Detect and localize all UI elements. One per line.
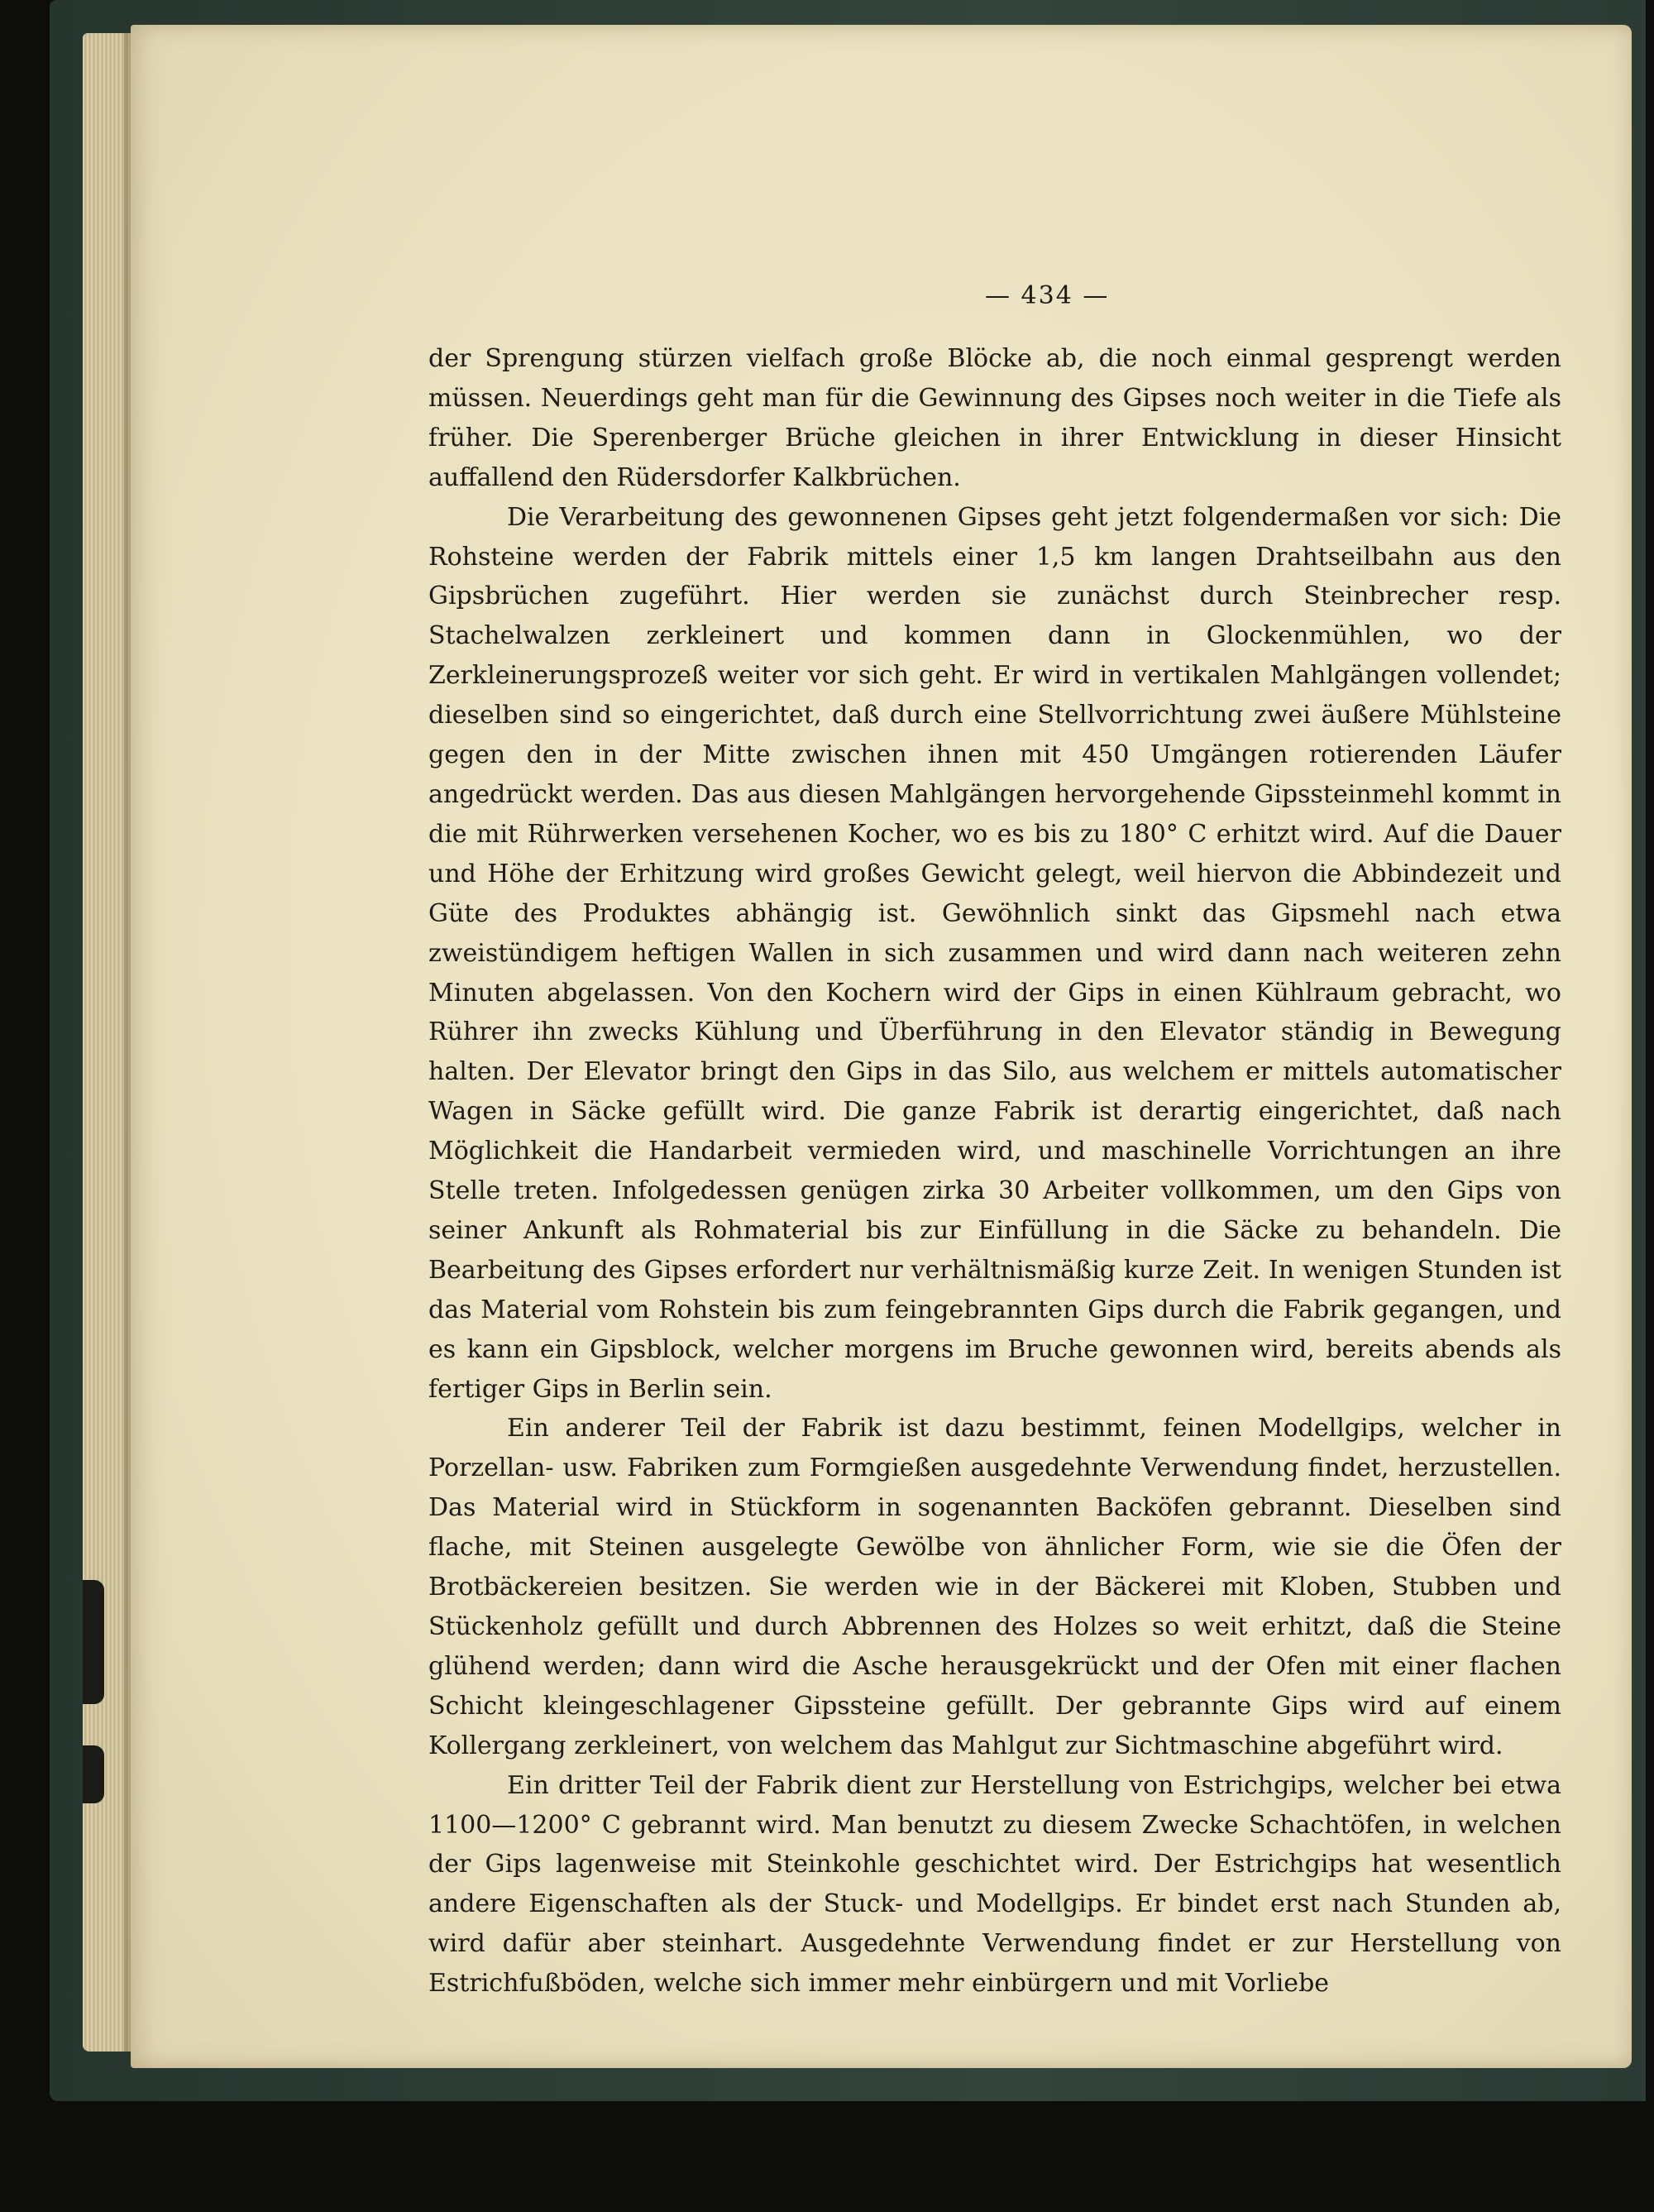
page-number: — 434 — bbox=[985, 281, 1110, 310]
body-text bbox=[428, 339, 1561, 2004]
page-tear-mark bbox=[83, 1745, 104, 1803]
book-page bbox=[131, 25, 1632, 2068]
paragraph: Ein anderer Teil der Fabrik ist dazu bestimmt, feinen Modellgips, welcher in Porzellan- usw. Fabriken zum Formgießen ausgedehnte Verwendung findet, herzustellen. Das Material wird in Stückform in sogenannten Backöfen gebrannt. Dieselben sind flache, mit Steinen ausgelegte Gewölbe von ähnlicher Form, wie sie die Öfen der Brotbäckereien besitzen. Sie werden wie in der Bäckerei mit Kloben, Stubben und Stückenholz gefüllt und durch Abbrennen des Holzes so weit erhitzt, daß die Steine glühend werden; dann wird die Asche herausgekrückt und der Ofen mit einer flachen Schicht kleingeschlagener Gipssteine gefüllt. Der gebrannte Gips wird auf einem Kollergang zerkleinert, von welchem das Mahlgut zur Sichtmaschine abgeführt wird. bbox=[428, 1414, 1561, 1760]
page-tear-mark bbox=[83, 1580, 104, 1704]
paragraph: Die Verarbeitung des gewonnenen Gipses geht jetzt folgendermaßen vor sich: Die Rohsteine werden der Fabrik mittels einer 1,5 km langen Drahtseilbahn aus den Gipsbrüchen zugeführt. Hier werden sie zunächst durch Steinbrecher resp. Stachelwalzen zerkleinert und kommen dann in Glockenmühlen, wo der Zerkleinerungsprozeß weiter vor sich geht. Er wird in vertikalen Mahlgängen vollendet; dieselben sind so eingerichtet, daß durch eine Stellvorrichtung zwei äußere Mühlsteine gegen den in der Mitte zwischen ihnen mit 450 Umgängen rotierenden Läufer angedrückt werden. Das aus diesen Mahlgängen hervorgehende Gipssteinmehl kommt in die mit Rührwerken versehenen Kocher, wo es bis zu 180° C erhitzt wird. Auf die Dauer und Höhe der Erhitzung wird großes Gewicht gelegt, weil hiervon die Abbindezeit und Güte des Produktes abhängig ist. Gewöhnlich sinkt das Gipsmehl nach etwa zweistündigem heftigen Wallen in sich zusammen und wird dann nach weiteren zehn Minuten abgelassen. Von den Kochern wird der Gips in einen Kühlraum gebracht, wo Rührer ihn zwecks Kühlung und Überführung in den Elevator ständig in Bewegung halten. Der Elevator bringt den Gips in das Silo, aus welchem er mittels automatischer Wagen in Säcke gefüllt wird. Die ganze Fabrik ist derartig eingerichtet, daß nach Möglichkeit die Handarbeit vermieden wird, und maschinelle Vorrichtungen an ihre Stelle treten. Infolgedessen genügen zirka 30 Arbeiter vollkommen, um den Gips von seiner Ankunft als Rohmaterial bis zur Einfüllung in die Säcke zu behandeln. Die Bearbeitung des Gipses erfordert nur verhältnismäßig kurze Zeit. In wenigen Stunden ist das Material vom Rohstein bis zum feingebrannten Gips durch die Fabrik gegangen, und es kann ein Gipsblock, welcher morgens im Bruche gewonnen wird, bereits abends als fertiger Gips in Berlin sein. bbox=[428, 502, 1561, 1404]
paragraph: der Sprengung stürzen vielfach große Blöcke ab, die noch einmal gesprengt werden müssen. Neuerdings geht man für die Gewinnung des Gipses noch weiter in die Tiefe als früher. Die Sperenberger Brüche gleichen in ihrer Entwicklung in dieser Hinsicht auffallend den Rüdersdorfer Kalkbrüchen. bbox=[428, 344, 1561, 492]
paragraph: Ein dritter Teil der Fabrik dient zur Herstellung von Estrichgips, welcher bei etwa 1100—1200° C gebrannt wird. Man benutzt zu diesem Zwecke Schachtöfen, in welchen der Gips lagenweise mit Steinkohle geschichtet wird. Der Estrichgips hat wesentlich andere Eigenschaften als der Stuck- und Modellgips. Er bindet erst nach Stunden ab, wird dafür aber steinhart. Ausgedehnte Verwendung findet er zur Herstellung von Estrichfußböden, welche sich immer mehr einbürgern und mit Vorliebe bbox=[428, 1770, 1561, 1999]
